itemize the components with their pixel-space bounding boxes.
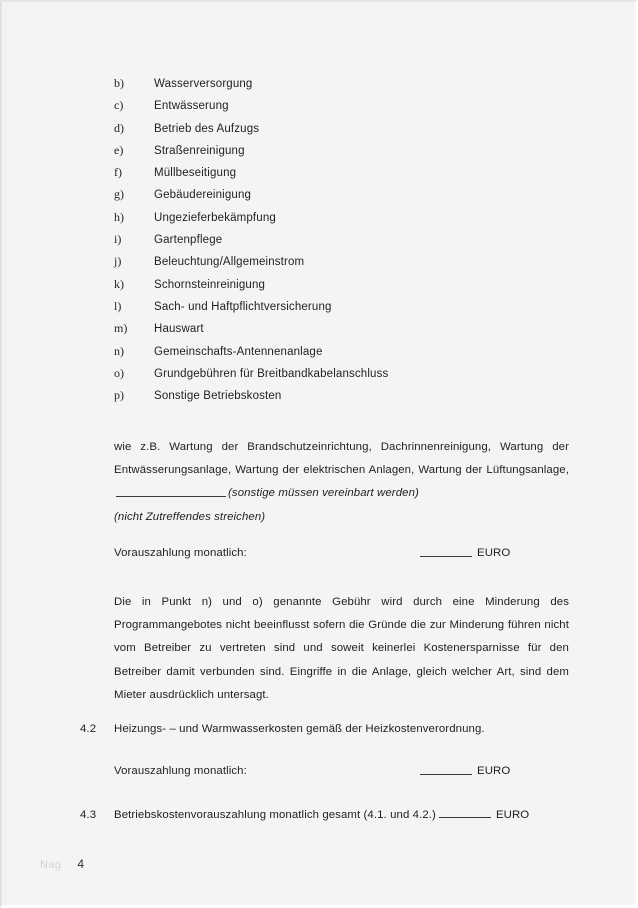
list-item-marker: k) (114, 276, 124, 291)
list-item-label: Straßenreinigung (154, 144, 245, 157)
list-item-marker: p) (114, 388, 124, 403)
list-item-label: Gartenpflege (154, 234, 223, 247)
section-4-2 (80, 723, 580, 735)
section-4-3-number: 4.3 (80, 809, 97, 821)
list-item (114, 321, 574, 343)
list-item-label: Grundgebühren für Breitbandkabelanschluss (154, 367, 389, 380)
prepayment-amount-group (420, 765, 510, 777)
section-4-2-number: 4.2 (80, 723, 97, 735)
list-item-marker: g) (114, 187, 124, 202)
list-item (114, 165, 574, 187)
prepayment-currency: EURO (477, 765, 511, 777)
operating-cost-item-list (114, 76, 574, 410)
list-item-label: Entwässerung (154, 100, 229, 113)
list-item (114, 254, 574, 276)
prepayment-currency: EURO (477, 547, 511, 559)
list-item-label: Wasserversorgung (154, 78, 253, 90)
list-item (114, 277, 574, 299)
list-item (114, 210, 574, 232)
list-item (114, 187, 574, 209)
list-item (114, 121, 574, 143)
prepayment-amount-blank[interactable] (420, 774, 472, 775)
prepayment-amount-blank[interactable] (420, 556, 472, 557)
list-item-label: Betrieb des Aufzugs (154, 122, 260, 135)
section-4-3-text: Betriebskostenvorauszahlung monatlich gesamt (4.1. und 4.2.) (114, 809, 436, 821)
maintenance-fill-in-blank[interactable] (116, 496, 226, 497)
list-item (114, 344, 574, 366)
list-item-label: Gebäudereinigung (154, 189, 252, 202)
strike-note-line (114, 506, 569, 529)
page-footer (40, 857, 84, 871)
list-item-marker: b) (114, 76, 124, 90)
list-item-label: Beleuchtung/Allgemeinstrom (154, 256, 305, 269)
list-item-marker: o) (114, 365, 124, 380)
list-item (114, 98, 574, 120)
maintenance-examples-paragraph (114, 436, 569, 529)
list-item-marker: m) (114, 321, 128, 336)
list-item-marker: f) (114, 165, 122, 180)
list-item (114, 143, 574, 165)
list-item-marker: j) (114, 254, 122, 269)
page-number: 4 (77, 857, 85, 871)
list-item-marker: c) (114, 98, 124, 113)
list-item (114, 299, 574, 321)
list-item-label: Sonstige Betriebskosten (154, 390, 282, 403)
list-item-marker: h) (114, 209, 124, 224)
maintenance-examples-text: wie z.B. Wartung der Brandschutzeinrichtung, Dachrinnenreinigung, Wartung der Entwässerungsanlage, Wartung der elektrischen Anlagen, Wartung der Lüftungsanlage, (114, 441, 569, 477)
prepayment-row-1 (114, 547, 569, 559)
list-item-label: Hauswart (154, 323, 204, 336)
section-4-2-text: Heizungs- – und Warmwasserkosten gemäß der Heizkostenverordnung. (114, 723, 485, 735)
section-4-3 (80, 809, 580, 821)
list-item (114, 232, 574, 254)
prepayment-label: Vorauszahlung monatlich: (114, 765, 247, 777)
maintenance-note-italic: (sonstige müssen vereinbart werden) (228, 487, 419, 500)
list-item-marker: n) (114, 343, 124, 358)
fee-reduction-paragraph: Die in Punkt n) und o) genannte Gebühr wird durch eine Minderung des Programmangebotes nicht beeinflusst sofern die Gründe die zur Minderung führen nicht vom Betreiber zu vertreten sind und soweit keinerlei Kostenersparnisse für den Betreiber damit verbunden sind. Eingriffe in die Anlage, gleich welcher Art, sind dem Mieter ausdrücklich untersagt. (114, 596, 569, 701)
strike-note-italic: (nicht Zutreffendes streichen) (114, 510, 266, 523)
footer-faint-mark: Nag (40, 859, 62, 871)
section-4-3-amount-blank[interactable] (439, 817, 491, 818)
list-item-label: Ungezieferbekämpfung (154, 211, 276, 224)
prepayment-label: Vorauszahlung monatlich: (114, 547, 247, 559)
list-item-marker: e) (114, 142, 124, 157)
list-item-marker: l) (114, 298, 122, 313)
prepayment-row-2 (114, 765, 569, 777)
list-item (114, 76, 574, 98)
list-item-label: Sach- und Haftpflichtversicherung (154, 300, 332, 313)
prepayment-amount-group (420, 547, 510, 559)
list-item (114, 366, 574, 388)
list-item-label: Gemeinschafts-Antennenanlage (154, 345, 323, 358)
section-4-3-currency: EURO (495, 809, 530, 821)
list-item-label: Müllbeseitigung (154, 167, 237, 180)
list-item-marker: d) (114, 120, 124, 135)
list-item (114, 388, 574, 410)
list-item-marker: i) (114, 232, 122, 247)
list-item-label: Schornsteinreinigung (154, 278, 266, 291)
